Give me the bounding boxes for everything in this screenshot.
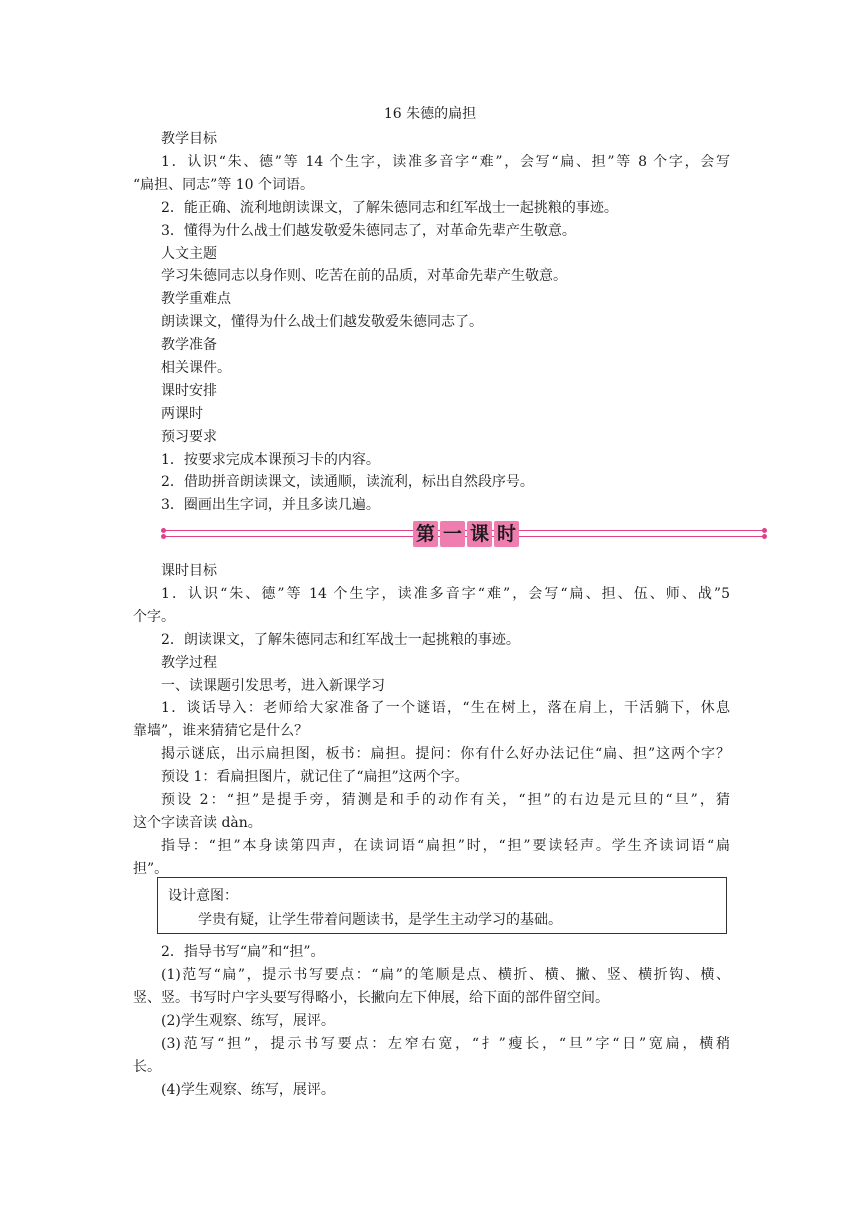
text-line: 2．指导书写“扁”和“担”。 [161,944,325,960]
text-line: 2．借助拼音朗读课文，读通顺，读流利，标出自然段序号。 [161,474,534,490]
banner-char: 一 [440,521,465,547]
section-banner [160,521,768,547]
text-line: 1．谈话导入：老师给大家准备了一个谜语，“生在树上，落在肩上，干活躺下，休息 [161,700,730,716]
banner-dot-right-top [762,528,767,533]
text-line: 教学准备 [161,337,217,353]
text-line: 1．认识“朱、德”等 14 个生字，读准多音字“难”，会写“扁、担、伍、师、战”5 [161,586,730,602]
design-intent-box [157,877,727,934]
text-line: 两课时 [161,406,203,422]
text-line: 2．朗读课文，了解朱德同志和红军战士一起挑粮的事迹。 [161,632,520,648]
banner-dot-left-top [161,528,166,533]
text-line: 人文主题 [161,246,217,262]
banner-dot-right-bottom [762,534,767,539]
text-line: 教学目标 [161,131,217,147]
banner-char: 第 [413,521,438,547]
text-line: 竖、竖。书写时户字头要写得略小，长撇向左下伸展，给下面的部件留空间。 [133,990,609,1006]
text-line: 一、读课题引发思考，进入新课学习 [161,678,385,694]
text-line: 预设 1：看扁担图片，就记住了“扁担”这两个字。 [161,769,469,785]
text-line: 揭示谜底，出示扁担图，板书：扁担。提问：你有什么好办法记住“扁、担”这两个字？ [161,746,730,762]
banner-label [413,521,519,547]
text-line: 靠墙”，谁来猜猜它是什么？ [133,723,309,739]
text-line: 3．圈画出生字词，并且多读几遍。 [161,497,380,513]
text-line: 3．懂得为什么战士们越发敬爱朱德同志了，对革命先辈产生敬意。 [161,223,576,239]
text-line: (2)学生观察、练写，展评。 [161,1013,335,1029]
text-line: 教学过程 [161,655,217,671]
banner-char: 时 [494,521,519,547]
text-line: 担”。 [133,861,169,877]
text-line: 预习要求 [161,429,217,445]
text-line: 教学重难点 [161,291,231,307]
text-line: 1．按要求完成本课预习卡的内容。 [161,452,380,468]
text-line: 个字。 [133,609,175,625]
design-intent-body: 学贵有疑，让学生带着问题读书，是学生主动学习的基础。 [198,912,562,928]
text-line: 课时目标 [161,563,217,579]
text-line: 学习朱德同志以身作则、吃苦在前的品质，对革命先辈产生敬意。 [161,268,567,284]
text-line: 1．认识“朱、德”等 14 个生字，读准多音字“难”，会写“扁、担”等 8 个字，会写 [161,154,730,170]
text-line: 长。 [133,1059,161,1075]
text-line: (1)范写“扁”，提示书写要点：“扁”的笔顺是点、横折、横、撇、竖、横折钩、横、 [161,967,730,983]
text-line: 这个字读音读 dàn。 [133,815,262,831]
text-line: 课时安排 [161,383,217,399]
text-line: 朗读课文，懂得为什么战士们越发敬爱朱德同志了。 [161,314,483,330]
banner-dot-left-bottom [161,534,166,539]
text-line: “扁担、同志”等 10 个词语。 [133,177,315,193]
page-title: 16 朱德的扁担 [383,106,477,122]
design-intent-title: 设计意图： [168,888,238,904]
text-line: 2．能正确、流利地朗读课文，了解朱德同志和红军战士一起挑粮的事迹。 [161,200,618,216]
text-line: (3)范写“担”，提示书写要点：左窄右宽，“扌”瘦长，“旦”字“日”宽扁，横稍 [161,1036,730,1052]
text-line: 预设 2：“担”是提手旁，猜测是和手的动作有关，“担”的右边是元旦的“旦”，猜 [161,792,730,808]
text-line: 相关课件。 [161,360,231,376]
text-line: 指导：“担”本身读第四声，在读词语“扁担”时，“担”要读轻声。学生齐读词语“扁 [161,838,730,854]
banner-char: 课 [467,521,492,547]
text-line: (4)学生观察、练写，展评。 [161,1082,335,1098]
